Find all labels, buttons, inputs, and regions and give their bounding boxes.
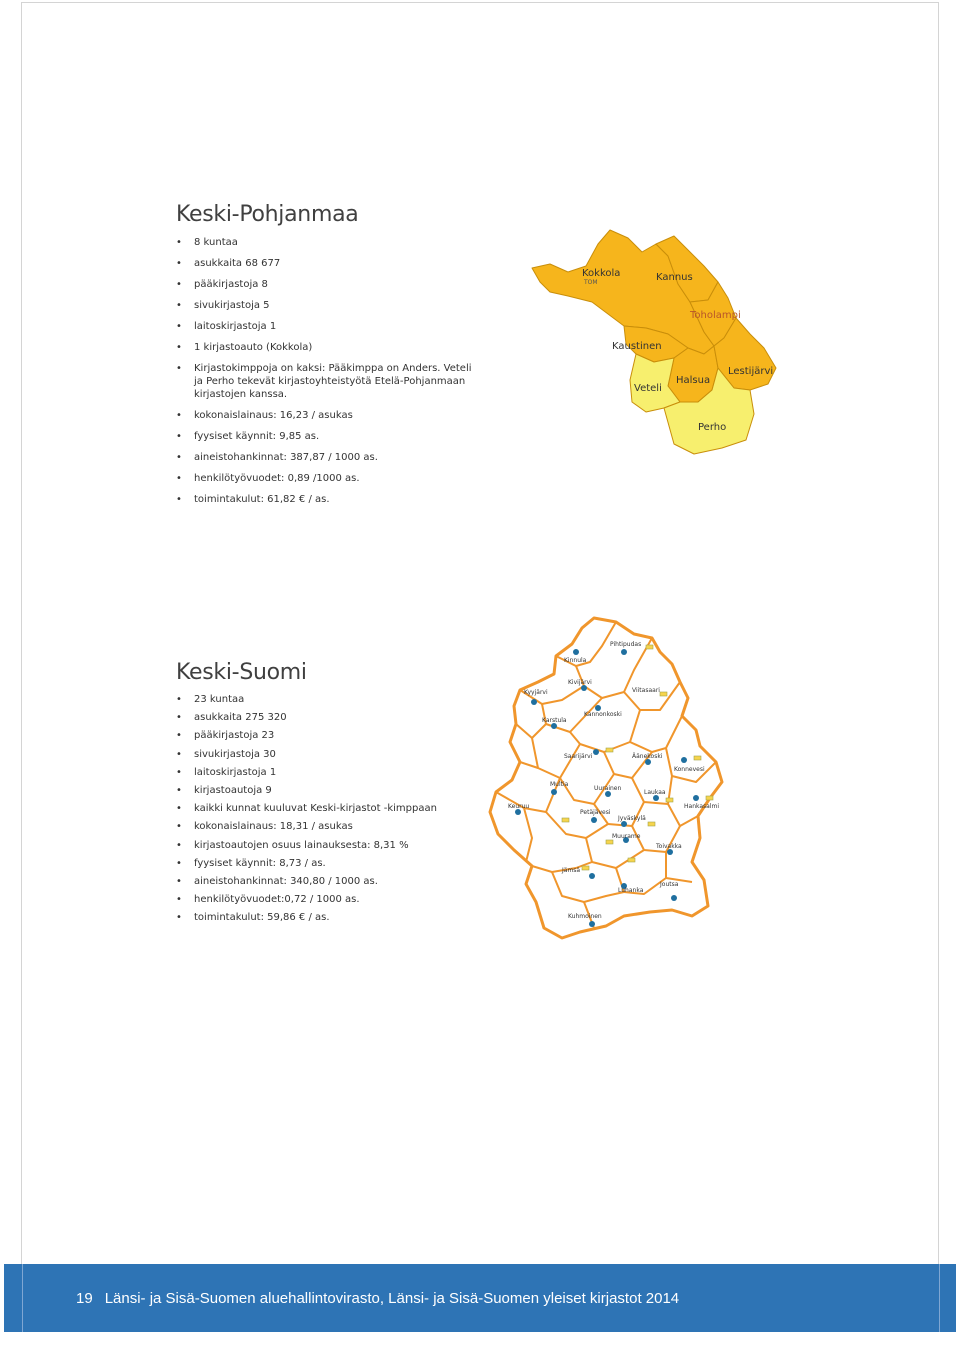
fact-item: • 1 kirjastoauto (Kokkola) — [176, 341, 476, 354]
fact-item: • Kirjastokimppoja on kaksi: Pääkimppa on Anders. Veteli ja Perho tekevät kirjastoyhteistyötä Etelä-Pohjanmaan kirjastojen kanssa. — [176, 362, 476, 401]
map-label-kyyjarvi: Kyyjärvi — [524, 689, 548, 696]
fact-item: • henkilötyövuodet:0,72 / 1000 as. — [176, 893, 456, 906]
bookmobile-icon — [660, 692, 667, 696]
map-label-karstula: Karstula — [542, 717, 567, 724]
fact-item: • kokonaislainaus: 16,23 / asukas — [176, 409, 476, 422]
fact-item: • toimintakulut: 59,86 € / as. — [176, 911, 456, 924]
map-label-joutsa: Joutsa — [660, 881, 679, 888]
fact-item: • laitoskirjastoja 1 — [176, 320, 476, 333]
keski-pohjanmaa-facts-list — [176, 236, 476, 514]
bookmobile-icon — [666, 798, 673, 802]
bookmobile-icon — [706, 796, 713, 800]
library-marker-icon — [573, 649, 579, 655]
fact-item: • sivukirjastoja 30 — [176, 748, 456, 761]
fact-item: • sivukirjastoja 5 — [176, 299, 476, 312]
fact-item: • kaikki kunnat kuuluvat Keski-kirjastot -kimppaan — [176, 802, 456, 815]
keski-suomi-map — [484, 612, 736, 942]
library-marker-icon — [589, 873, 595, 879]
map-label-kannus: Kannus — [656, 272, 693, 283]
section-title-keski-pohjanmaa: Keski-Pohjanmaa — [176, 202, 359, 227]
fact-item: • 23 kuntaa — [176, 693, 456, 706]
library-marker-icon — [531, 699, 537, 705]
library-marker-icon — [671, 895, 677, 901]
map-outline-keski-suomi — [490, 618, 722, 938]
fact-item: • pääkirjastoja 23 — [176, 729, 456, 742]
map-label-veteli: Veteli — [634, 383, 662, 394]
map-label-luhanka: Luhanka — [618, 887, 644, 894]
bookmobile-icon — [694, 756, 701, 760]
fact-item: • aineistohankinnat: 340,80 / 1000 as. — [176, 875, 456, 888]
map-label-laukaa: Laukaa — [644, 789, 666, 796]
bookmobile-icon — [646, 645, 653, 649]
fact-item: • toimintakulut: 61,82 € / as. — [176, 493, 476, 506]
footer-caption — [76, 1290, 679, 1307]
keski-suomi-facts-list — [176, 693, 456, 929]
page-frame — [21, 2, 939, 1292]
map-label-hankasalmi: Hankasalmi — [684, 803, 720, 810]
fact-item: • henkilötyövuodet: 0,89 /1000 as. — [176, 472, 476, 485]
map-label-kaustinen: Kaustinen — [612, 341, 662, 352]
map-label-lestijarvi: Lestijärvi — [728, 366, 774, 377]
library-marker-icon — [621, 649, 627, 655]
fact-item: • asukkaita 68 677 — [176, 257, 476, 270]
map-label-viitasaari: Viitasaari — [632, 687, 660, 694]
fact-item: • 8 kuntaa — [176, 236, 476, 249]
bookmobile-icon — [606, 748, 613, 752]
map-label-pihtipudas: Pihtipudas — [610, 641, 642, 648]
map-label-kivijarvi: Kivijärvi — [568, 679, 592, 686]
map-label-muurame: Muurame — [612, 833, 641, 840]
library-marker-icon — [593, 749, 599, 755]
fact-item: • kirjastoautojen osuus lainauksesta: 8,31 % — [176, 839, 456, 852]
bookmobile-icon — [628, 858, 635, 862]
map-label-multia: Multia — [550, 781, 569, 788]
map-label-kokkola: Kokkola — [582, 268, 621, 279]
bookmobile-icon — [582, 866, 589, 870]
map-label-uurainen: Uurainen — [594, 785, 622, 792]
fact-item: • fyysiset käynnit: 9,85 as. — [176, 430, 476, 443]
map-label-kannonkoski: Kannonkoski — [584, 711, 622, 718]
fact-item: • laitoskirjastoja 1 — [176, 766, 456, 779]
fact-item: • kirjastoautoja 9 — [176, 784, 456, 797]
map-label-saarijarvi: Saarijärvi — [564, 753, 593, 760]
section-title-keski-suomi: Keski-Suomi — [176, 660, 307, 685]
map-label-kinnula: Kinnula — [564, 657, 587, 664]
map-label-kuhmoinen: Kuhmoinen — [568, 913, 602, 920]
map-label-kokkola-sub: TOM — [584, 279, 598, 286]
library-marker-icon — [551, 789, 557, 795]
map-label-aanekoski: Äänekoski — [632, 753, 663, 760]
library-marker-icon — [591, 817, 597, 823]
map-label-toivakka: Toivakka — [656, 843, 682, 850]
keski-pohjanmaa-map — [528, 222, 788, 462]
bookmobile-icon — [648, 822, 655, 826]
fact-item: • fyysiset käynnit: 8,73 / as. — [176, 857, 456, 870]
bookmobile-icon — [562, 818, 569, 822]
fact-item: • kokonaislainaus: 18,31 / asukas — [176, 820, 456, 833]
map-label-toholampi: Toholampi — [690, 310, 741, 321]
map-label-perho: Perho — [698, 422, 727, 433]
page-number: 19 — [76, 1290, 93, 1307]
footer-title: Länsi- ja Sisä-Suomen aluehallintovirasto, Länsi- ja Sisä-Suomen yleiset kirjastot 2014 — [104, 1290, 680, 1307]
map-label-jamsa: Jämsä — [562, 867, 581, 874]
map-label-keuruu: Keuruu — [508, 803, 530, 810]
fact-item: • pääkirjastoja 8 — [176, 278, 476, 291]
map-label-petajavesi: Petäjävesi — [580, 809, 611, 816]
map-label-jyvaskyla: Jyväskylä — [618, 815, 646, 822]
fact-item: • asukkaita 275 320 — [176, 711, 456, 724]
library-marker-icon — [681, 757, 687, 763]
library-marker-icon — [693, 795, 699, 801]
library-marker-icon — [589, 921, 595, 927]
fact-item: • aineistohankinnat: 387,87 / 1000 as. — [176, 451, 476, 464]
map-label-konnevesi: Konnevesi — [674, 766, 705, 773]
bookmobile-icon — [606, 840, 613, 844]
map-label-halsua: Halsua — [676, 375, 711, 386]
